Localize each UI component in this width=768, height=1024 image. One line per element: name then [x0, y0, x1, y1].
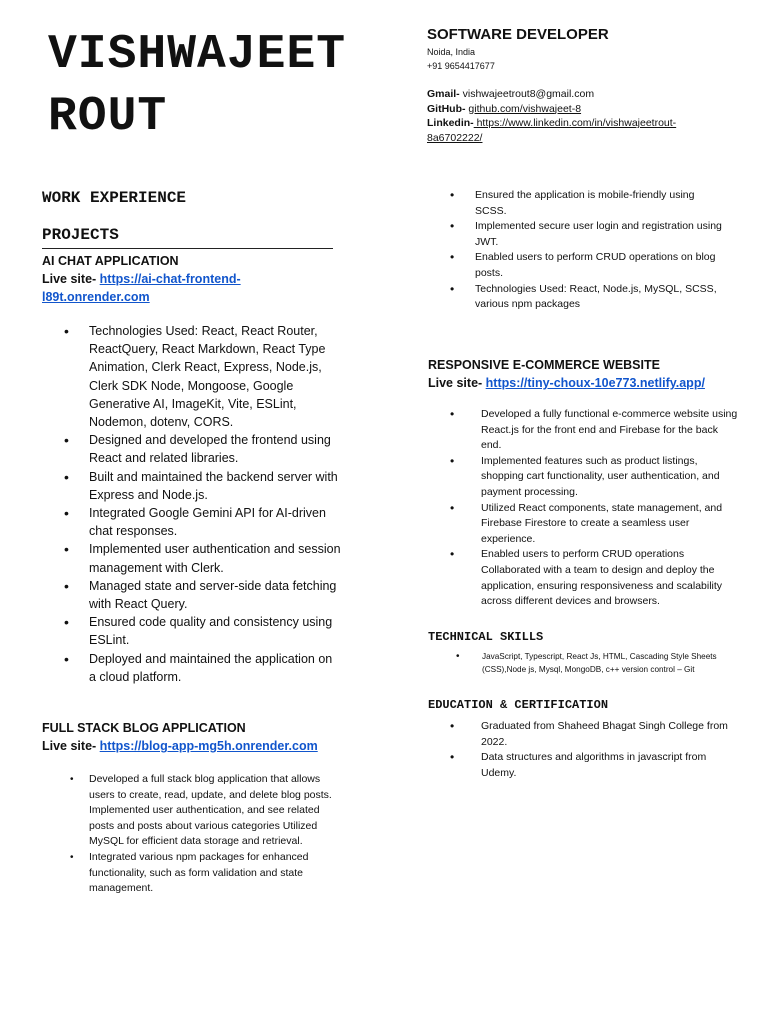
linkedin-link[interactable]: https://www.linkedin.com/in/vishwajeetrout- — [473, 117, 677, 129]
bullet-list — [428, 407, 738, 610]
bullet-list — [428, 188, 728, 313]
list-item: • Enabled users to perform CRUD operations on blog posts. — [428, 250, 728, 281]
list-item: • Ensured the application is mobile-friendly using SCSS. — [428, 188, 728, 219]
project-blog — [42, 720, 342, 897]
live-site-line — [428, 374, 738, 392]
project-ecommerce — [428, 357, 738, 610]
name-line-2: ROUT — [48, 90, 168, 144]
list-item: • Implemented features such as product listings, shopping cart functionality, user authentication, and payment processing. — [428, 454, 738, 501]
projects-heading: PROJECTS — [42, 226, 333, 249]
job-title: SOFTWARE DEVELOPER — [427, 26, 609, 43]
bullet-list — [428, 651, 728, 676]
list-item: • Implemented user authentication and session management with Clerk. — [42, 540, 342, 576]
technical-skills-block — [428, 651, 728, 676]
work-experience-heading: WORK EXPERIENCE — [42, 189, 187, 207]
linkedin-label: Linkedin- — [427, 117, 474, 129]
list-item: • Graduated from Shaheed Bhagat Singh College from 2022. — [428, 719, 728, 750]
list-item: • Utilized React components, state management, and Firebase Firestore to create a seamless user experience. — [428, 501, 738, 548]
list-item: • Data structures and algorithms in javascript from Udemy. — [428, 750, 728, 781]
list-item: • Developed a full stack blog application that allows users to create, read, update, and delete blog posts. Implemented user authentication, and see related posts and posts about various categories Utilized MySQL for efficient data storage and retrieval. — [42, 772, 342, 850]
linkedin-link-cont[interactable]: 8a6702222/ — [427, 131, 483, 144]
github-line — [427, 102, 757, 117]
technical-skills-heading: TECHNICAL SKILLS — [428, 630, 544, 644]
live-site-link[interactable]: https://ai-chat-frontend- — [99, 272, 241, 286]
list-item: • JavaScript, Typescript, React Js, HTML, Cascading Style Sheets (CSS),Node js, Mysql, MongoDB, c++ version control – Git — [428, 651, 728, 676]
list-item: • Designed and developed the frontend using React and related libraries. — [42, 431, 342, 467]
live-site-link[interactable]: https://tiny-choux-10e773.netlify.app/ — [485, 376, 705, 390]
bullet-list — [42, 772, 342, 897]
bullet-list — [42, 322, 342, 686]
list-item: • Implemented secure user login and registration using JWT. — [428, 219, 728, 250]
location-text: Noida, India — [427, 47, 476, 57]
live-site-link[interactable]: https://blog-app-mg5h.onrender.com — [99, 739, 318, 753]
project-ai-chat — [42, 253, 342, 686]
github-link[interactable]: github.com/vishwajeet-8 — [468, 102, 582, 115]
live-site-label: Live site- — [42, 272, 100, 286]
list-item: • Technologies Used: React, Node.js, MySQL, SCSS, various npm packages — [428, 282, 728, 313]
project-title: FULL STACK BLOG APPLICATION — [42, 721, 246, 735]
name-line-1: VISHWAJEET — [48, 28, 347, 82]
live-site-link-cont[interactable]: l89t.onrender.com — [42, 290, 150, 304]
list-item: • Built and maintained the backend server with Express and Node.js. — [42, 468, 342, 504]
list-item: • Enabled users to perform CRUD operations Collaborated with a team to design and deploy the application, ensuring responsiveness and scalability across different devices and browsers. — [428, 547, 738, 609]
list-item: • Developed a fully functional e-commerce website using React.js for the front end and Firebase for the back end. — [428, 407, 738, 454]
email-value[interactable]: vishwajeetrout8@gmail.com — [459, 88, 595, 100]
live-site-label: Live site- — [42, 739, 100, 753]
project-blog-continued — [428, 188, 728, 313]
bullet-list — [428, 719, 728, 781]
contact-block — [427, 26, 757, 145]
list-item: • Technologies Used: React, React Router, ReactQuery, React Markdown, React Type Animation, Clerk React, Express, Node.js, Clerk SDK Node, Mongoose, Google Generative AI, ImageKit, Vite, ESLint, Nodemon, dotenv, CORS. — [42, 322, 342, 431]
candidate-name — [48, 24, 346, 148]
list-item: • Ensured code quality and consistency using ESLint. — [42, 613, 342, 649]
list-item: • Deployed and maintained the application on a cloud platform. — [42, 650, 342, 686]
email-label: Gmail- — [427, 88, 460, 100]
list-item: • Integrated various npm packages for enhanced functionality, such as form validation and state management. — [42, 850, 342, 897]
live-site-label: Live site- — [428, 376, 486, 390]
project-title: RESPONSIVE E-COMMERCE WEBSITE — [428, 358, 660, 372]
list-item: • Integrated Google Gemini API for AI-driven chat responses. — [42, 504, 342, 540]
live-site-line — [42, 737, 342, 755]
education-heading: EDUCATION & CERTIFICATION — [428, 698, 609, 712]
project-title: AI CHAT APPLICATION — [42, 254, 179, 268]
education-block — [428, 719, 728, 781]
list-item: • Managed state and server-side data fetching with React Query. — [42, 577, 342, 613]
phone-text: +91 9654417677 — [427, 61, 495, 71]
live-site-line — [42, 270, 342, 306]
github-label: GitHub- — [427, 102, 466, 115]
linkedin-line — [427, 116, 757, 145]
email-line — [427, 87, 757, 102]
